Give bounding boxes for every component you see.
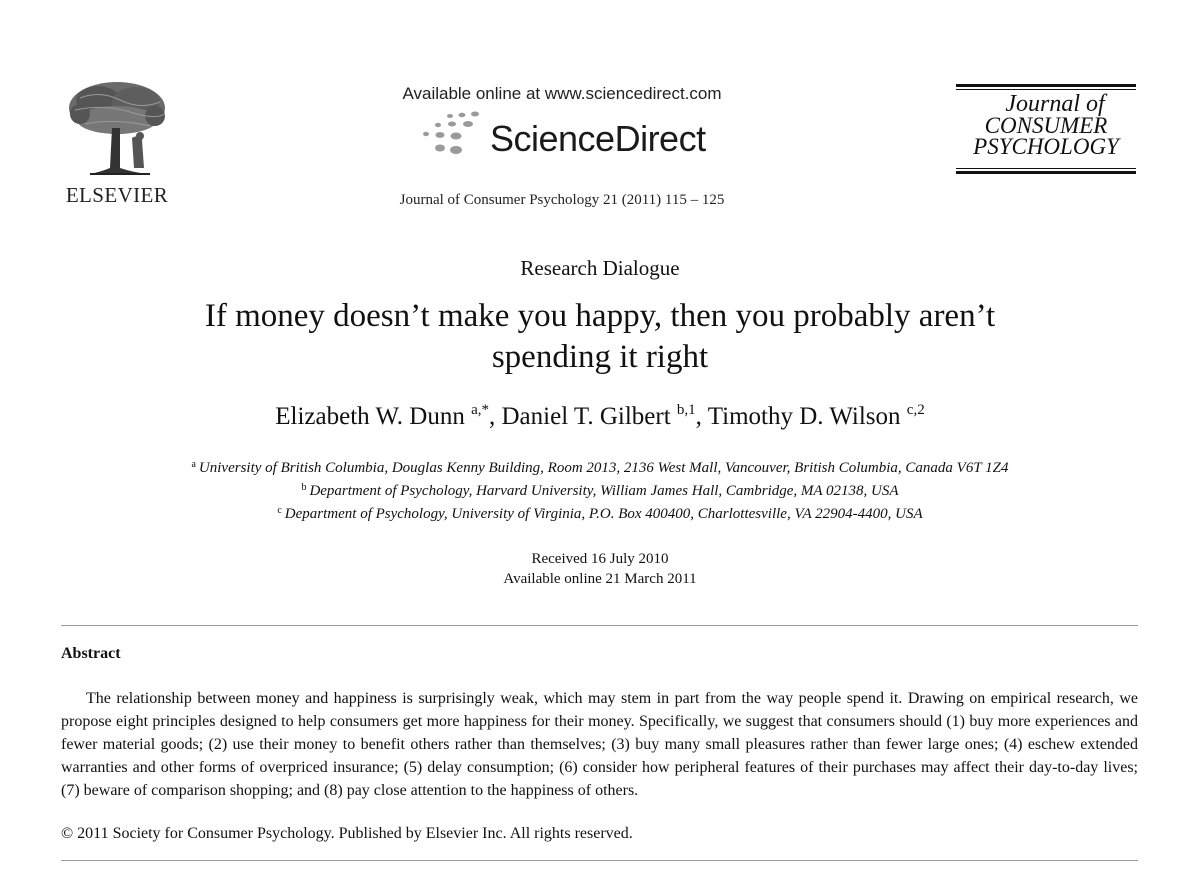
affiliation-item bbox=[0, 501, 1200, 524]
affiliation-mark: b bbox=[301, 482, 307, 493]
journal-logo-line1: Journal of bbox=[1005, 91, 1105, 117]
abstract-text: The relationship between money and happiness is surprisingly weak, which may stem in part from the way people spend it. Drawing on empirical research, we propose eight principles designed to help consumers get more happiness for their money. Specifically, we suggest that consumers should (1) buy more experiences and fewer material goods; (2) use their money to benefit others rather than themselves; (3) buy many small pleasures rather than fewer large ones; (4) eschew extended warranties and other forms of overpriced insurance; (5) delay consumption; (6) consider how peripheral features of their purchases may affect their day-to-day lives; (7) beware of comparison shopping; and (8) pay close attention to the happiness of others. bbox=[61, 690, 1138, 799]
affiliation-text: Department of Psychology, University of Virginia, P.O. Box 400400, Charlottesville, VA 22904-4400, USA bbox=[284, 506, 923, 522]
affiliation-text: Department of Psychology, Harvard University, William James Hall, Cambridge, MA 02138, USA bbox=[309, 483, 899, 499]
sciencedirect-wordmark: ScienceDirect bbox=[490, 118, 706, 159]
divider-top bbox=[61, 625, 1138, 626]
journal-citation: Journal of Consumer Psychology 21 (2011) 115 – 125 bbox=[399, 192, 725, 208]
affiliation-mark: c bbox=[277, 505, 282, 516]
article-dates bbox=[0, 549, 1200, 589]
affiliation-item bbox=[0, 478, 1200, 501]
sciencedirect-dots-icon bbox=[418, 110, 490, 158]
divider-bottom bbox=[61, 860, 1138, 861]
available-online-text[interactable]: Available online at www.sciencedirect.com bbox=[402, 84, 722, 103]
elsevier-logo bbox=[58, 80, 176, 210]
journal-logo-line3: PSYCHOLOGY bbox=[973, 134, 1119, 159]
author-separator: , bbox=[695, 403, 708, 430]
author-affiliation-mark[interactable]: a,* bbox=[471, 402, 489, 418]
affiliation-mark: a bbox=[191, 459, 196, 470]
author-list bbox=[0, 402, 1200, 431]
available-online-date: Available online 21 March 2011 bbox=[503, 571, 697, 587]
received-date: Received 16 July 2010 bbox=[531, 551, 669, 567]
article-title-line2: spending it right bbox=[491, 339, 709, 375]
author-affiliation-mark[interactable]: b,1 bbox=[676, 402, 696, 418]
elsevier-tree-icon bbox=[60, 80, 174, 180]
affiliation-list bbox=[0, 455, 1200, 524]
affiliation-item bbox=[0, 455, 1200, 478]
section-label: Research Dialogue bbox=[520, 256, 680, 280]
article-title bbox=[100, 296, 1100, 378]
author-name[interactable]: Elizabeth W. Dunn bbox=[275, 403, 465, 430]
copyright-notice: © 2011 Society for Consumer Psychology. Published by Elsevier Inc. All rights reserved. bbox=[61, 825, 633, 842]
author-separator: , bbox=[489, 403, 502, 430]
author-name[interactable]: Daniel T. Gilbert bbox=[501, 403, 671, 430]
author-name[interactable]: Timothy D. Wilson bbox=[707, 403, 901, 430]
abstract-heading: Abstract bbox=[61, 645, 121, 662]
author-affiliation-mark[interactable]: c,2 bbox=[906, 402, 925, 418]
elsevier-wordmark: ELSEVIER bbox=[65, 183, 169, 207]
journal-logo-line2: CONSUMER bbox=[984, 113, 1108, 138]
article-title-line1: If money doesn’t make you happy, then you probably aren’t bbox=[204, 298, 996, 334]
affiliation-text: University of British Columbia, Douglas Kenny Building, Room 2013, 2136 West Mall, Vancouver, British Columbia, Canada V6T 1Z4 bbox=[198, 460, 1009, 476]
journal-logo bbox=[956, 84, 1136, 176]
